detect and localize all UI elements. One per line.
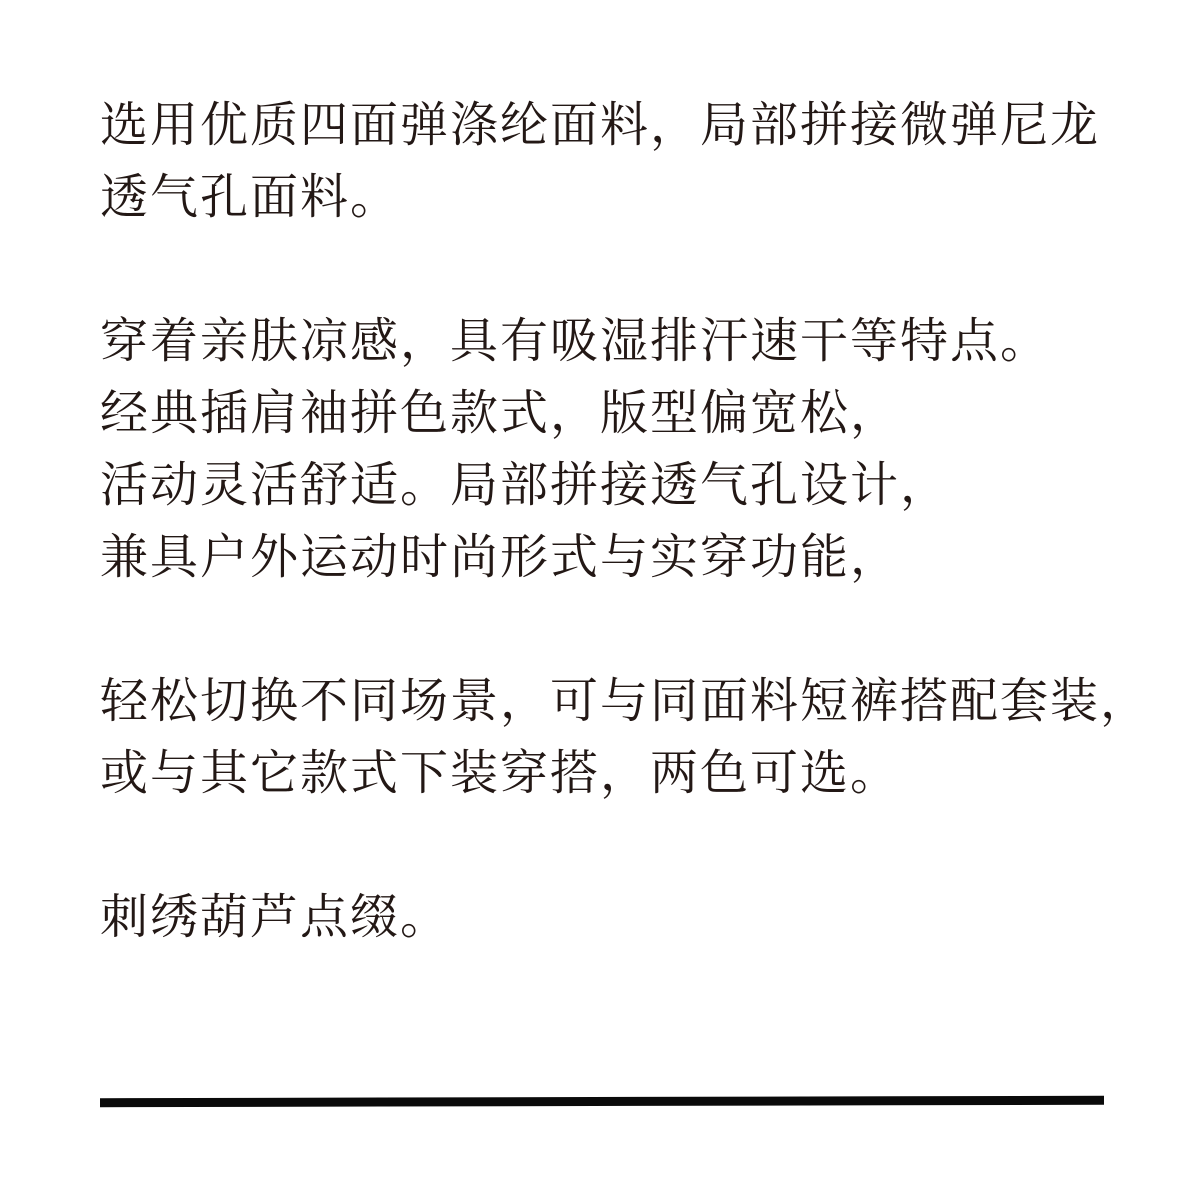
text-line: 兼具户外运动时尚形式与实穿功能， — [100, 531, 901, 584]
text-line: 透气孔面料。 — [100, 171, 401, 224]
text-line: 选用优质四面弹涤纶面料，局部拼接微弹尼龙 — [100, 99, 1101, 152]
divider-line — [100, 1096, 1104, 1107]
text-line: 活动灵活舒适。局部拼接透气孔设计， — [100, 459, 951, 512]
paragraph-embroidery — [100, 882, 1160, 954]
text-line: 经典插肩袖拼色款式，版型偏宽松， — [100, 387, 901, 440]
paragraph-features — [100, 306, 1160, 594]
paragraph-styling — [100, 666, 1160, 810]
text-line: 刺绣葫芦点缀。 — [100, 891, 451, 944]
text-line: 轻松切换不同场景，可与同面料短裤搭配套装， — [100, 675, 1151, 728]
paragraph-fabric — [100, 90, 1160, 234]
description-text — [100, 90, 1160, 1026]
text-line: 穿着亲肤凉感，具有吸湿排汗速干等特点。 — [100, 315, 1051, 368]
text-line: 或与其它款式下装穿搭，两色可选。 — [100, 747, 901, 800]
